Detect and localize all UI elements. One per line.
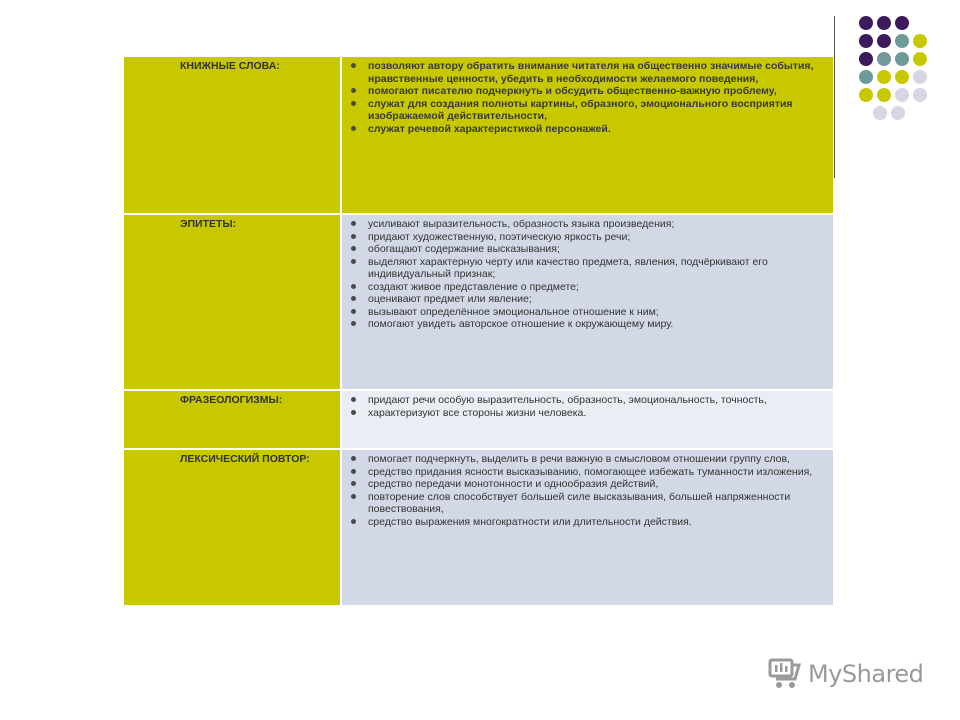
term-cell bbox=[124, 449, 341, 606]
decorative-dot bbox=[859, 34, 873, 48]
list-item: оценивают предмет или явление; bbox=[368, 293, 827, 306]
table-row bbox=[124, 214, 833, 390]
list-item: характеризуют все стороны жизни человека. bbox=[368, 407, 827, 420]
decorative-dot bbox=[859, 70, 873, 84]
decorative-dot bbox=[877, 88, 891, 102]
decorative-dot bbox=[859, 52, 873, 66]
decorative-dot bbox=[877, 52, 891, 66]
table-row bbox=[124, 57, 833, 214]
decorative-dot bbox=[895, 52, 909, 66]
decorative-dot bbox=[895, 16, 909, 30]
bullet-list bbox=[342, 450, 833, 528]
watermark-logo[interactable] bbox=[768, 656, 923, 692]
description-cell bbox=[341, 390, 833, 449]
description-cell bbox=[341, 57, 833, 214]
decorative-dot bbox=[913, 70, 927, 84]
table-row bbox=[124, 390, 833, 449]
list-item: придают речи особую выразительность, образность, эмоциональность, точность, bbox=[368, 394, 827, 407]
decorative-dot bbox=[895, 70, 909, 84]
list-item: средство выражения многократности или длительности действия. bbox=[368, 516, 827, 529]
list-item: повторение слов способствует большей силе высказывания, большей напряженности повествования, bbox=[368, 491, 827, 516]
term-label: ЭПИТЕТЫ: bbox=[180, 218, 237, 230]
list-item: усиливают выразительность, образность языка произведения; bbox=[368, 218, 827, 231]
term-cell bbox=[124, 57, 341, 214]
term-cell bbox=[124, 390, 341, 449]
term-cell bbox=[124, 214, 341, 390]
decorative-dot bbox=[913, 52, 927, 66]
decorative-dot bbox=[895, 34, 909, 48]
bullet-list bbox=[342, 57, 833, 135]
myshared-logo-icon bbox=[768, 657, 802, 691]
bullet-list bbox=[342, 391, 833, 419]
decorative-dot bbox=[913, 88, 927, 102]
decorative-dot bbox=[877, 34, 891, 48]
decorative-dot bbox=[913, 34, 927, 48]
list-item: выделяют характерную черту или качество предмета, явления, подчёркивают его индивидуальный признак; bbox=[368, 256, 827, 281]
content-table bbox=[124, 57, 833, 607]
list-item: помогают писателю подчеркнуть и обсудить общественно-важную проблему, bbox=[368, 85, 827, 98]
term-label: ФРАЗЕОЛОГИЗМЫ: bbox=[180, 394, 283, 406]
table-row bbox=[124, 449, 833, 606]
description-cell bbox=[341, 214, 833, 390]
description-cell bbox=[341, 449, 833, 606]
watermark-text: MyShared bbox=[808, 660, 924, 688]
list-item: служат речевой характеристикой персонажей. bbox=[368, 123, 827, 136]
list-item: обогащают содержание высказывания; bbox=[368, 243, 827, 256]
decorative-dot bbox=[891, 106, 905, 120]
decorative-dot bbox=[895, 88, 909, 102]
decorative-dot bbox=[877, 70, 891, 84]
list-item: помогают увидеть авторское отношение к окружающему миру. bbox=[368, 318, 827, 331]
term-label: КНИЖНЫЕ СЛОВА: bbox=[180, 60, 280, 72]
list-item: вызывают определённое эмоциональное отношение к ним; bbox=[368, 306, 827, 319]
decorative-dot bbox=[859, 88, 873, 102]
term-label: ЛЕКСИЧЕСКИЙ ПОВТОР: bbox=[180, 453, 310, 465]
decorative-divider-line bbox=[834, 16, 835, 178]
list-item: помогает подчеркнуть, выделить в речи важную в смысловом отношении группу слов, bbox=[368, 453, 827, 466]
list-item: позволяют автору обратить внимание читателя на общественно значимые события, нравственные ценности, убедить в необходимости желаемого поведения, bbox=[368, 60, 827, 85]
list-item: создают живое представление о предмете; bbox=[368, 281, 827, 294]
list-item: придают художественную, поэтическую яркость речи; bbox=[368, 231, 827, 244]
decorative-dot bbox=[877, 16, 891, 30]
decorative-dot bbox=[873, 106, 887, 120]
list-item: средство передачи монотонности и однообразия действий, bbox=[368, 478, 827, 491]
bullet-list bbox=[342, 215, 833, 331]
list-item: средство придания ясности высказыванию, помогающее избежать туманности изложения, bbox=[368, 466, 827, 479]
list-item: служат для создания полноты картины, образного, эмоционального восприятия изображаемой действительности, bbox=[368, 98, 827, 123]
decorative-dot bbox=[859, 16, 873, 30]
